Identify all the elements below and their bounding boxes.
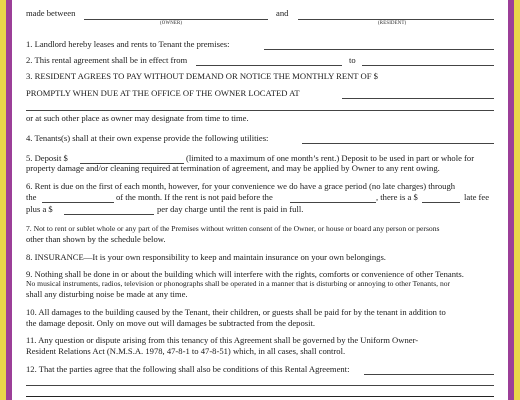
clause-9-line-3: shall any disturbing noise be made at any time. [26,289,188,299]
clause-11-line-1: 11. Any question or dispute arising from this tenancy of this Agreement shall be governed by the Uniform Owner- [26,335,419,345]
clause-6-line-1: 6. Rent is due on the first of each month, however, for your convenience we do have a grace period (no late charges) through [26,181,456,191]
clause-9-line-2: No musical instruments, radios, television or phonographs shall be operated in a manner that is disturbing or annoying to other Tenants, nor [26,279,451,288]
clause-6-line-3: per day charge until the rent is paid in full. [157,204,304,214]
owner-office-address-blank[interactable] [342,98,494,99]
clause-4: 4. Tenants(s) shall at their own expense provide the following utilities: [26,133,269,143]
grace-day-blank[interactable] [42,202,114,203]
rental-agreement-page [12,0,508,400]
clause-7-line-2: other than shown by the schedule below. [26,234,166,244]
late-fee-blank[interactable] [422,202,460,203]
premises-blank[interactable] [264,49,494,50]
end-date-blank[interactable] [362,65,494,66]
made-between-label: made between [26,8,76,18]
clause-10-line-2: the damage deposit. Only on move out will damages be subtracted from the deposit. [26,318,316,328]
owner-name-blank[interactable] [84,19,268,20]
clause-6-not-paid: of the month. If the rent is not paid before the [116,192,273,202]
conditions-line-2[interactable] [26,396,494,397]
start-date-blank[interactable] [196,65,342,66]
clause-8: 8. INSURANCE—It is your own responsibility to keep and maintain insurance on your own belongings. [26,252,386,262]
clause-7-line-1: 7. Not to rent or sublet whole or any part of the Premises without written consent of the Owner, or house or board any person or persons [26,224,440,233]
and-label: and [276,8,289,18]
late-day-blank[interactable] [290,202,376,203]
owner-caption: (OWNER) [160,21,183,26]
clause-9-line-1: 9. Nothing shall be done in or about the building which will interfere with the rights, comforts or convenience of other Tenants. [26,269,464,279]
clause-12: 12. That the parties agree that the following shall also be conditions of this Rental Agreement: [26,364,350,374]
conditions-blank[interactable] [364,374,494,375]
clause-11-line-2: Resident Relations Act (N.M.S.A. 1978, 47-8-1 to 47-8-51) which, in all cases, shall control. [26,346,346,356]
resident-caption: (RESIDENT) [378,21,407,26]
address-continuation-line[interactable] [26,110,494,111]
daily-charge-blank[interactable] [64,214,154,215]
clause-2: 2. This rental agreement shall be in effect from [26,55,188,65]
utilities-blank[interactable] [302,143,494,144]
clause-6-plus: plus a $ [26,204,53,214]
clause-5-line-2: property damage and/or cleaning required at termination of agreement, and may be applied by Owner to any rent owing. [26,163,440,173]
clause-5-line-1: (limited to a maximum of one month’s rent.) Deposit to be used in part or whole for [186,153,475,163]
clause-6-the: the [26,192,37,202]
resident-name-blank[interactable] [298,19,494,20]
clause-6-there-is: , there is a $ [376,192,418,202]
clause-3-line-1: 3. RESIDENT AGREES TO PAY WITHOUT DEMAND OR NOTICE THE MONTHLY RENT OF $ [26,71,378,81]
clause-10-line-1: 10. All damages to the building caused by the Tenant, their children, or guests shall be paid for by the tenant in addition to [26,307,446,317]
clause-3-line-2: PROMPTLY WHEN DUE AT THE OFFICE OF THE OWNER LOCATED AT [26,88,300,98]
clause-5-deposit: 5. Deposit $ [26,153,68,163]
clause-3-line-3: or at such other place as owner may designate from time to time. [26,113,249,123]
clause-6-late-fee: late fee [464,192,490,202]
conditions-line-1[interactable] [26,385,494,386]
clause-2-to: to [349,55,356,65]
clause-1: 1. Landlord hereby leases and rents to Tenant the premises: [26,39,230,49]
